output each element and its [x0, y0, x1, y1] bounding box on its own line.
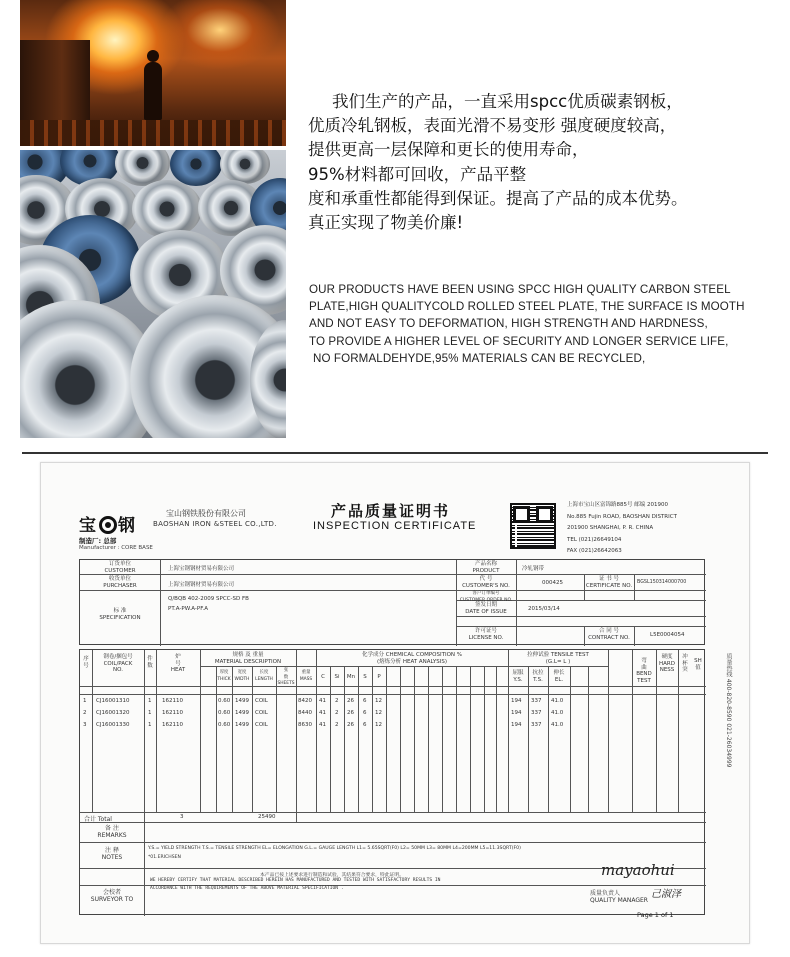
mill-rail	[20, 120, 286, 146]
contract-label: 合 同 号 CONTRACT NO.	[588, 628, 630, 641]
cell-coil: CJ16001310	[96, 698, 130, 704]
text-line: AND NOT EASY TO DEFORMATION, HIGH STRENGTH AND HARDNESS,	[309, 317, 708, 331]
cell-ts: 337	[531, 698, 542, 704]
worker-silhouette	[144, 62, 162, 120]
col-thick-header: 厚度 THICK	[217, 670, 231, 682]
col-no-header: 序 号	[83, 656, 89, 669]
table-row	[80, 698, 706, 708]
contract-value: L5E0004054	[650, 632, 685, 638]
cell-ts: 337	[531, 722, 542, 728]
cell-no: 1	[83, 698, 87, 704]
cell-s: 6	[363, 722, 367, 728]
col-sheets-header: 张 数 SHEETS	[277, 668, 295, 686]
cell-mass: 8630	[298, 722, 312, 728]
cell-width: 1499	[235, 710, 249, 716]
cell-c: 41	[319, 722, 326, 728]
cell-heat: 162110	[162, 722, 183, 728]
issue-date-label: 签发日期 DATE OF ISSUE	[465, 602, 507, 615]
text-line: TO PROVIDE A HIGHER LEVEL OF SECURITY AND LONGER SERVICE LIFE,	[309, 334, 729, 348]
certify-statement-en-2: ACCORDANCE WITH THE REQUIREMENTS OF THE ABOVE MATERIAL SPECIFICATION .	[150, 886, 344, 891]
col-sh-header: SH 值	[694, 658, 702, 671]
cell-width: 1499	[235, 698, 249, 704]
total-mass: 25490	[258, 814, 276, 820]
product-label: 产品名称 PRODUCT	[472, 561, 500, 574]
company-name-en: BAOSHAN IRON &STEEL CO.,LTD.	[153, 520, 277, 528]
col-ts-header: 抗拉 T.S.	[532, 670, 544, 683]
customer-value: 上海宝钢钢材贸易有限公司	[168, 566, 235, 572]
order-no-label: 客户订单编号 CUSTOMER ORDER NO.	[459, 591, 513, 603]
company-address	[567, 500, 677, 558]
manufacturer-en: Manufacturer : CORE BASE	[79, 545, 153, 551]
cell-ts: 337	[531, 710, 542, 716]
address-line: TEL (021)26649104	[567, 536, 622, 543]
cell-heat: 162110	[162, 698, 183, 704]
issue-date-value: 2015/03/14	[528, 606, 560, 612]
remarks-label: 备 注 REMARKS	[97, 825, 127, 839]
cell-s: 6	[363, 698, 367, 704]
cell-mn: 26	[347, 722, 354, 728]
certificate-title-en: INSPECTION CERTIFICATE	[313, 520, 477, 532]
address-line: 上海市宝山区富锦路885号 邮编 201900	[567, 502, 668, 508]
product-value: 冷轧钢带	[522, 566, 545, 572]
text-line: OUR PRODUCTS HAVE BEEN USING SPCC HIGH QUALITY CARBON STEEL	[309, 283, 731, 296]
cell-s: 6	[363, 710, 367, 716]
customer-label: 订货单位 CUSTOMER	[104, 561, 136, 574]
chem-elem: Si	[334, 674, 340, 680]
customer-no-value: 000425	[542, 580, 563, 586]
address-line: 201900 SHANGHAI, P. R. CHINA	[567, 525, 654, 531]
col-chem-header: 化学成分 CHEMICAL COMPOSITION % (熔炼分析 HEAT ANALYSIS)	[361, 652, 463, 665]
certificate-title-cn: 产品质量证明书	[331, 502, 451, 520]
cell-ys: 194	[511, 710, 522, 716]
chem-elem: Mn	[346, 674, 356, 680]
purchaser-value: 上海宝钢钢材贸易有限公司	[168, 582, 235, 588]
quality-hotline-text: 质量热线 400-820-8590 021-26034999	[725, 653, 732, 768]
chem-elem: C	[321, 674, 325, 680]
col-qty-header: 件 数	[147, 656, 153, 669]
cell-qty: 1	[148, 698, 152, 704]
cell-el: 41.0	[551, 722, 564, 728]
text-line: 我们生产的产品，一直采用spcc优质碳素钢板，	[332, 92, 683, 111]
certify-statement-cn: 本产品已按上述要求进行制造和试验，其结果符合要求，特此证明。	[260, 873, 404, 878]
cell-thick: 0.60	[218, 710, 231, 716]
specification-value: Q/BQB 402-2009 SPCC-SD FB	[168, 596, 249, 602]
chem-elem: P	[377, 674, 381, 680]
purchaser-label: 收货单位 PURCHASER	[103, 576, 137, 589]
col-coil-header: 钢卷/捆包号 COIL/PACK NO.	[103, 654, 133, 673]
cell-thick: 0.60	[218, 722, 231, 728]
col-impact-header: 冲 杯 突	[682, 654, 688, 673]
cell-c: 41	[319, 710, 326, 716]
table-row	[80, 710, 706, 720]
cell-si: 2	[335, 698, 339, 704]
product-description-cn	[308, 90, 786, 235]
cell-c: 41	[319, 698, 326, 704]
text-line: PLATE,HIGH QUALITYCOLD ROLLED STEEL PLATE, THE SURFACE IS MOOTH	[309, 300, 745, 314]
cell-width: 1499	[235, 722, 249, 728]
specification-value-2: PT.A-PW.A-PF.A	[168, 606, 209, 612]
cell-mn: 26	[347, 710, 354, 716]
notes-line-2: *01.ERICHSEN	[148, 855, 181, 860]
steel-coils-photo	[20, 150, 286, 438]
surveyor-label: 会校者 SURVEYOR TO	[90, 889, 134, 903]
cell-si: 2	[335, 722, 339, 728]
col-hardness-header: 硬度 HARD NESS	[659, 654, 675, 673]
customer-no-label: 代 号 CUSTOMER'S NO.	[462, 576, 510, 589]
cell-mass: 8440	[298, 710, 312, 716]
cell-mn: 26	[347, 698, 354, 704]
cell-thick: 0.60	[218, 698, 231, 704]
total-qty: 3	[180, 814, 184, 820]
table-row	[80, 722, 706, 732]
cell-p: 12	[375, 710, 382, 716]
cell-p: 12	[375, 722, 382, 728]
cell-mass: 8420	[298, 698, 312, 704]
text-line: 真正实现了物美价廉!	[308, 213, 464, 233]
address-line: No.885 Fujin ROAD, BAOSHAN DISTRICT	[567, 513, 677, 520]
cell-length: COIL	[255, 698, 268, 704]
logo-circle-icon	[99, 516, 117, 534]
baosteel-logo	[79, 511, 137, 536]
cell-el: 41.0	[551, 710, 564, 716]
text-line: 95%材料都可回收，产品平整	[308, 164, 527, 184]
col-tensile-header: 拉伸试验 TENSILE TEST (G.L= L )	[527, 652, 589, 665]
info-table	[79, 559, 705, 645]
company-name-cn: 宝山钢铁股份有限公司	[166, 509, 246, 518]
cell-coil: CJ16001320	[96, 710, 130, 716]
cell-ys: 194	[511, 698, 522, 704]
col-material-header: 规格 及 重量 MATERIAL DESCRIPTION	[214, 652, 282, 665]
col-mass-header: 重量 MASS	[299, 670, 313, 682]
col-el-header: 伸长 EL.	[553, 670, 565, 683]
cell-qty: 1	[148, 722, 152, 728]
quality-manager-label: 质量负责人 QUALITY MANAGER	[590, 890, 648, 904]
col-ys-header: 屈服 Y.S.	[512, 670, 524, 683]
text-line: 提供更高一层保障和更长的使用寿命，	[308, 140, 589, 160]
certificate-no-value: BGSL150314000700	[637, 580, 687, 585]
page-indicator: Page 1 of 1	[637, 911, 674, 919]
text-line: 优质冷轧钢板，表面光滑不易变形 强度硬度较高，	[308, 116, 677, 136]
steel-mill-photo	[20, 0, 286, 146]
col-heat-header: 炉 号 HEAT	[170, 654, 186, 673]
text-line: 度和承重性都能得到保证。提高了产品的成本优势。	[308, 188, 688, 208]
cell-heat: 162110	[162, 710, 183, 716]
manufacturer-cn: 制造厂: 总部	[79, 537, 117, 545]
cell-si: 2	[335, 710, 339, 716]
qr-code-icon	[510, 503, 556, 549]
cell-coil: CJ16001330	[96, 722, 130, 728]
product-description-en	[309, 281, 769, 367]
license-label: 许可证号 LICENSE NO.	[468, 628, 504, 641]
cell-el: 41.0	[551, 698, 564, 704]
manager-signature: mayaohui	[601, 861, 675, 879]
manager-signature-cn: 己淑泽	[651, 889, 681, 900]
specification-label: 标 准 SPECIFICATION	[99, 608, 141, 621]
chem-elem: S	[363, 674, 367, 680]
cell-qty: 1	[148, 710, 152, 716]
notes-line-1: Y.S.= YIELD STRENGTH T.S.= TENSILE STRENGTH EL= ELONGATION G.L.= GAUGE LENGTH L1= 5.65SQRT(F0) L2= 50MM L3= 80MM L4=200MM L5=11.3SQRT(F0)	[148, 846, 521, 851]
cell-no: 3	[83, 722, 87, 728]
col-width-header: 宽度 WIDTH	[234, 670, 250, 682]
col-bend-header: 弯 曲 BEND TEST	[636, 658, 652, 684]
logo-char-right: 钢	[118, 516, 137, 536]
cell-length: COIL	[255, 710, 268, 716]
address-line: FAX (021)26642063	[567, 548, 622, 554]
logo-char-left: 宝	[79, 516, 98, 536]
cell-p: 12	[375, 698, 382, 704]
text-line: NO FORMALDEHYDE,95% MATERIALS CAN BE RECYCLED,	[313, 351, 646, 365]
cell-ys: 194	[511, 722, 522, 728]
col-length-header: 长度 LENGTH	[255, 670, 273, 682]
certificate-no-label: 证 书 号 CERTIFICATE NO.	[585, 576, 633, 589]
inspection-certificate	[40, 462, 750, 944]
cell-length: COIL	[255, 722, 268, 728]
steel-coil	[220, 150, 270, 184]
notes-label: 注 释 NOTES	[101, 847, 123, 861]
steel-coil	[132, 180, 202, 238]
cell-no: 2	[83, 710, 87, 716]
section-divider	[22, 452, 768, 454]
certify-statement-en-1: WE HEREBY CERTIFY THAT MATERIAL DESCRIBED HEREIN HAS MANUFACTURED AND TESTED WITH SATISFACTORY RESULTS IN	[150, 878, 441, 883]
total-label: 合计 Total	[84, 816, 112, 823]
